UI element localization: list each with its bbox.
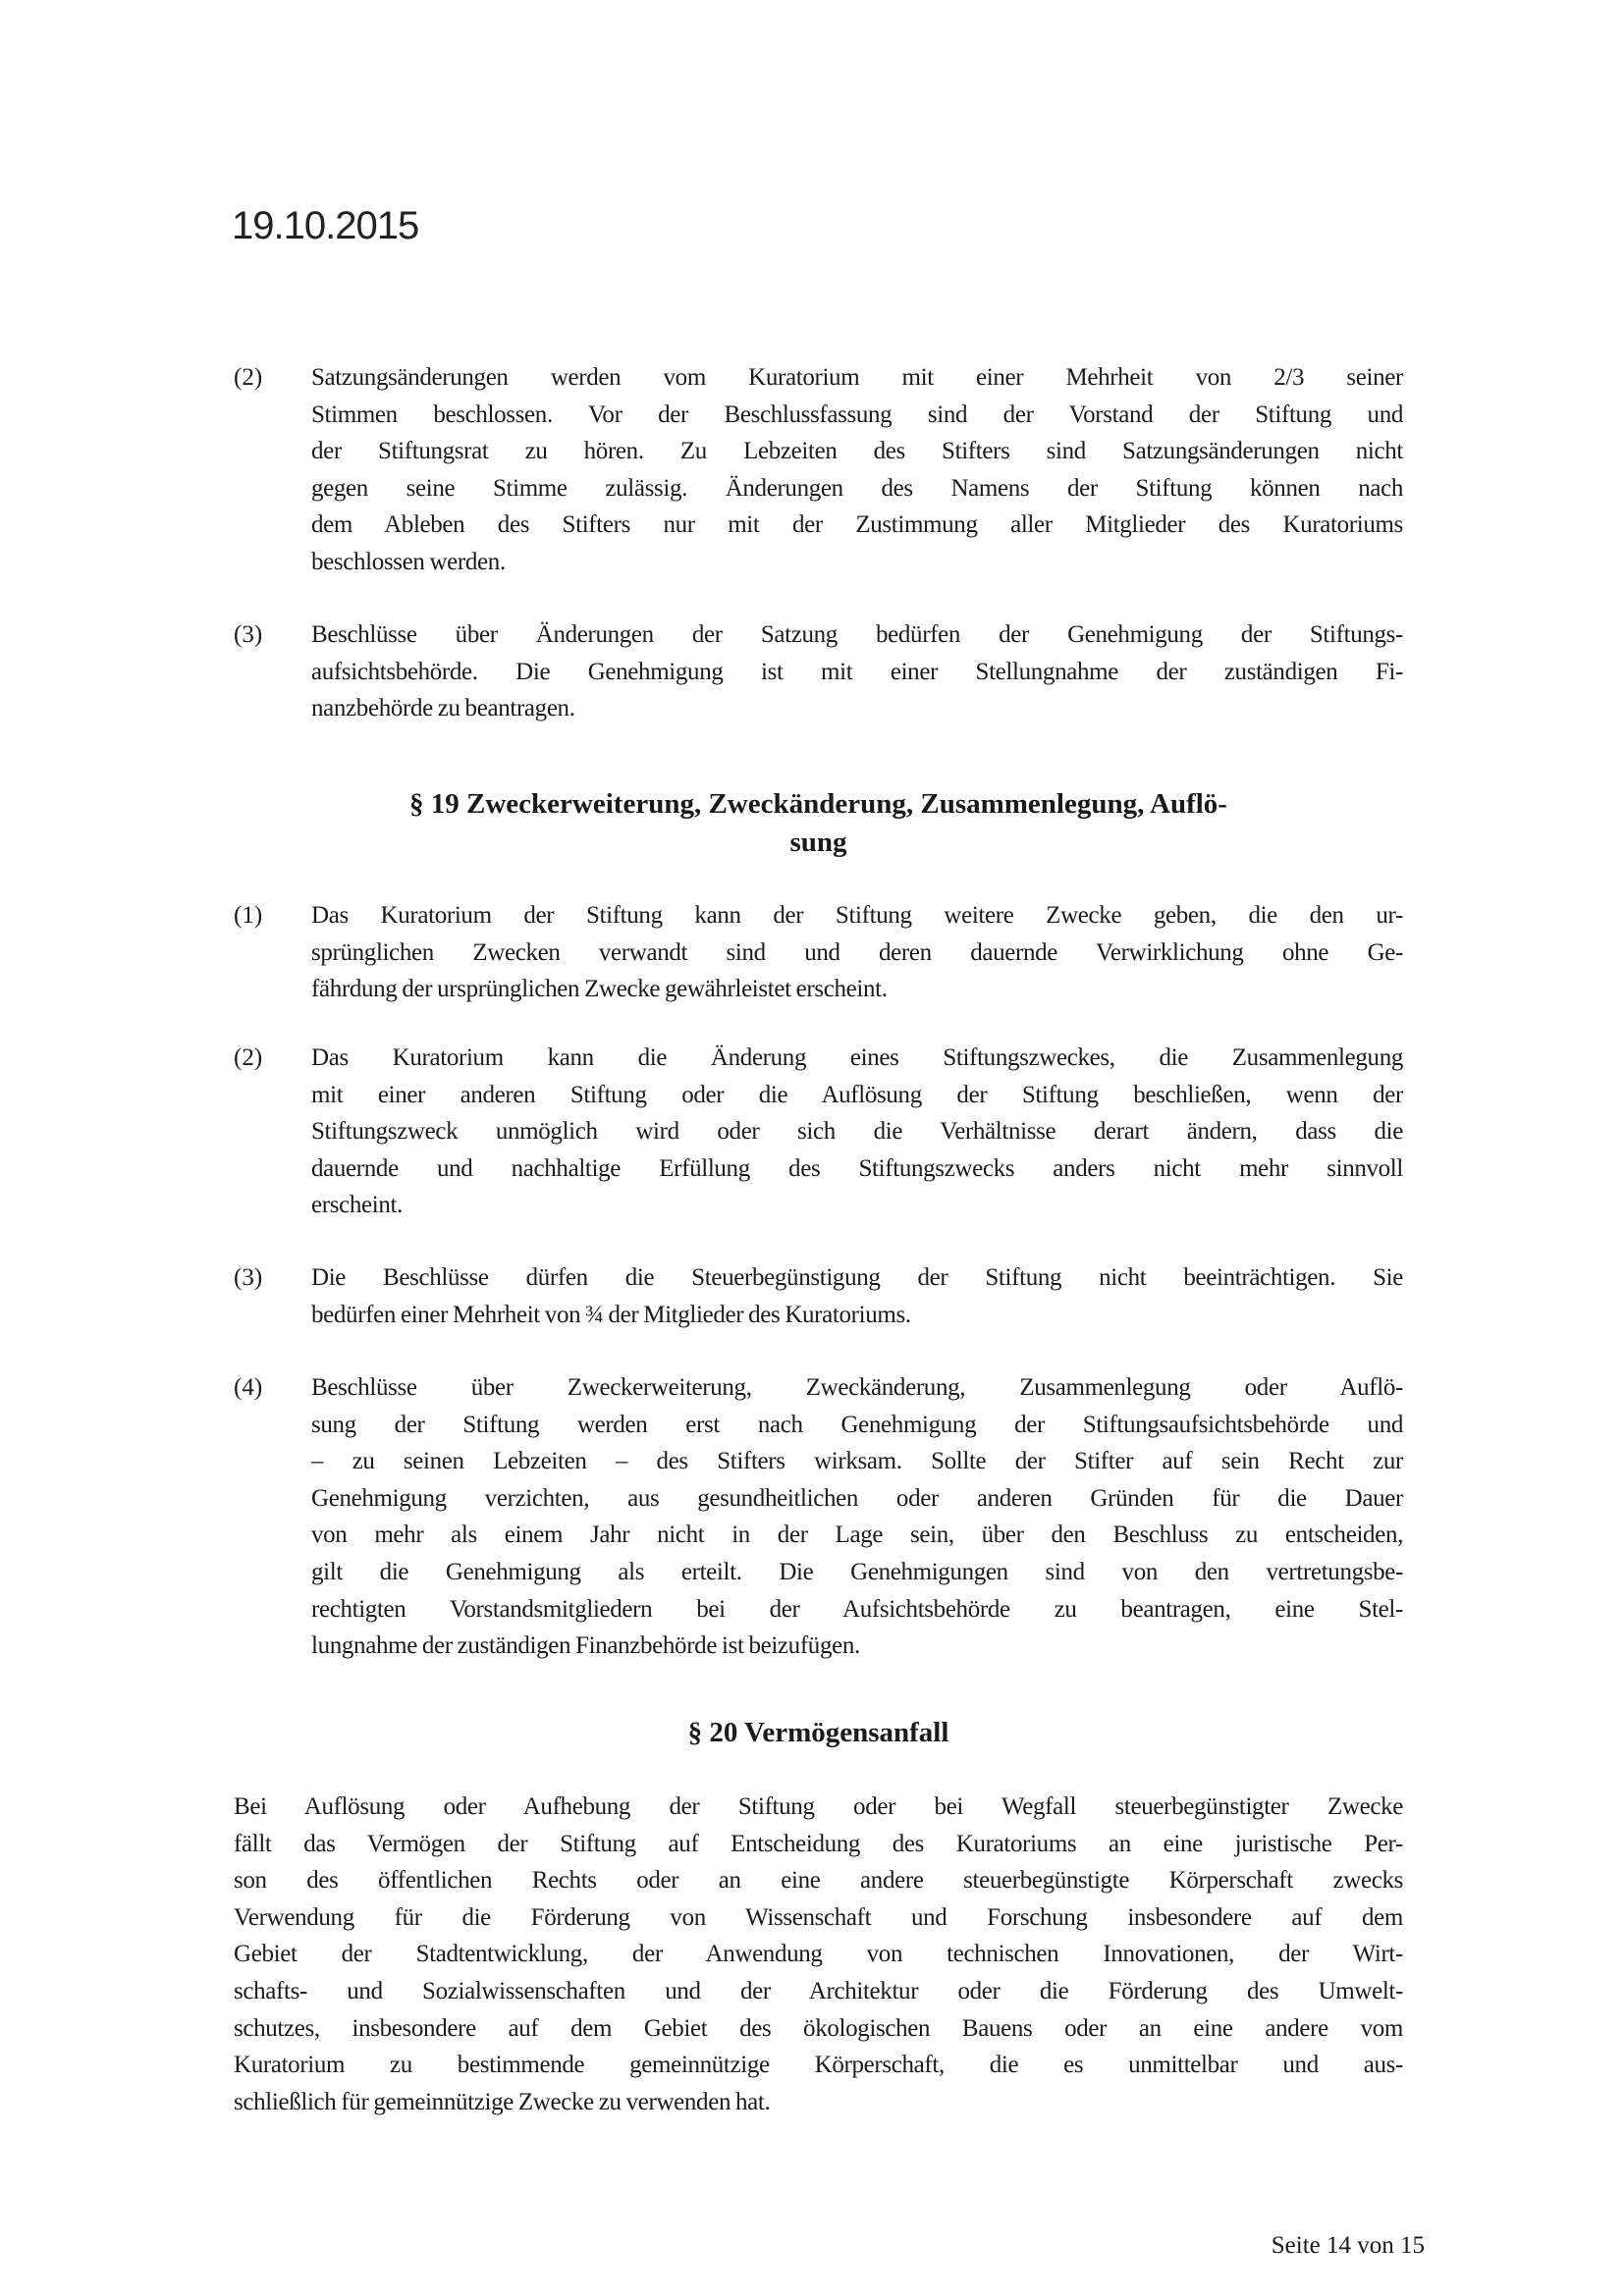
- paragraph-number: (2): [234, 364, 263, 391]
- text-line: erscheint.: [311, 1192, 403, 1219]
- paragraph-text: [311, 616, 1403, 727]
- section-20-heading: [234, 1714, 1403, 1752]
- paragraph-text: [311, 1369, 1403, 1665]
- text-line: son des öffentlichen Rechts oder an eine andere steuerbegünstigte Körperschaft zwecks: [234, 1867, 1403, 1895]
- text-line: beschlossen werden.: [311, 548, 506, 575]
- text-line: von mehr als einem Jahr nicht in der Lage sein, über den Beschluss zu entscheiden,: [311, 1522, 1403, 1549]
- text-line: Genehmigung verzichten, aus gesundheitlichen oder anderen Gründen für die Dauer: [311, 1484, 1403, 1512]
- text-line: gilt die Genehmigung als erteilt. Die Genehmigungen sind von den vertretungsbe-: [311, 1558, 1403, 1585]
- text-line: nanzbehörde zu beantragen.: [311, 695, 575, 722]
- text-line: lungnahme der zuständigen Finanzbehörde ist beizufügen.: [311, 1632, 860, 1660]
- section-19-heading-line2: sung: [789, 827, 847, 858]
- section-19-heading: [234, 785, 1403, 862]
- text-line: rechtigten Vorstandsmitgliedern bei der Aufsichtsbehörde zu beantragen, eine Stel-: [311, 1595, 1403, 1623]
- paragraph-text: [311, 897, 1403, 1008]
- text-line: Stiftungszweck unmöglich wird oder sich die Verhältnisse derart ändern, dass die: [311, 1118, 1403, 1146]
- paragraph-19-3: [234, 1259, 1403, 1333]
- section-20-heading-line1: § 20 Vermögensanfall: [687, 1717, 949, 1748]
- text-line: Satzungsänderungen werden vom Kuratorium mit einer Mehrheit von 2/3 seiner: [311, 364, 1403, 391]
- paragraph-19-4: [234, 1369, 1403, 1665]
- text-line: Bei Auflösung oder Aufhebung der Stiftung oder bei Wegfall steuerbegünstigter Zwecke: [234, 1793, 1403, 1820]
- paragraph-text: [234, 1789, 1403, 2120]
- text-line: der Stiftungsrat zu hören. Zu Lebzeiten des Stifters sind Satzungsänderungen nicht: [311, 438, 1403, 465]
- text-line: schließlich für gemeinnützige Zwecke zu verwenden hat.: [234, 2088, 771, 2115]
- text-line: Das Kuratorium kann die Änderung eines Stiftungszweckes, die Zusammenlegung: [311, 1044, 1403, 1071]
- document-date: 19.10.2015: [232, 204, 419, 247]
- paragraph-18-2: [234, 359, 1403, 581]
- text-line: aufsichtsbehörde. Die Genehmigung ist mit einer Stellungnahme der zuständigen Fi-: [311, 658, 1403, 685]
- paragraph-19-2: [234, 1040, 1403, 1224]
- text-line: Beschlüsse über Änderungen der Satzung bedürfen der Genehmigung der Stiftungs-: [311, 621, 1403, 648]
- text-line: dem Ableben des Stifters nur mit der Zustimmung aller Mitglieder des Kuratoriums: [311, 511, 1403, 539]
- paragraph-text: [311, 1259, 1403, 1333]
- page-number: Seite 14 von 15: [1271, 2232, 1425, 2259]
- paragraph-text: [311, 359, 1403, 581]
- text-line: Stimmen beschlossen. Vor der Beschlussfassung sind der Vorstand der Stiftung und: [311, 400, 1403, 428]
- paragraph-18-3: [234, 616, 1403, 727]
- section-19-heading-line1: § 19 Zweckerweiterung, Zweckänderung, Zusammenlegung, Auflö-: [409, 788, 1227, 820]
- paragraph-number: (3): [234, 1264, 263, 1291]
- paragraph-number: (2): [234, 1044, 263, 1071]
- text-line: mit einer anderen Stiftung oder die Auflösung der Stiftung beschließen, wenn der: [311, 1081, 1403, 1108]
- text-line: Verwendung für die Förderung von Wissenschaft und Forschung insbesondere auf dem: [234, 1903, 1403, 1931]
- text-line: sung der Stiftung werden erst nach Genehmigung der Stiftungsaufsichtsbehörde und: [311, 1411, 1403, 1438]
- text-line: sprünglichen Zwecken verwandt sind und deren dauernde Verwirklichung ohne Ge-: [311, 938, 1403, 966]
- paragraph-number: (1): [234, 902, 263, 929]
- text-line: dauernde und nachhaltige Erfüllung des Stiftungszwecks anders nicht mehr sinnvoll: [311, 1154, 1403, 1182]
- paragraph-number: (3): [234, 621, 263, 648]
- text-line: Das Kuratorium der Stiftung kann der Stiftung weitere Zwecke geben, die den ur-: [311, 902, 1403, 929]
- paragraph-20: [234, 1789, 1403, 2120]
- text-line: schafts- und Sozialwissenschaften und der Architektur oder die Förderung des Umwelt-: [234, 1977, 1403, 2004]
- text-line: – zu seinen Lebzeiten – des Stifters wirksam. Sollte der Stifter auf sein Recht zur: [311, 1448, 1403, 1475]
- text-line: fällt das Vermögen der Stiftung auf Entscheidung des Kuratoriums an eine juristische Per-: [234, 1830, 1403, 1857]
- text-line: gegen seine Stimme zulässig. Änderungen des Namens der Stiftung können nach: [311, 474, 1403, 502]
- paragraph-19-1: [234, 897, 1403, 1008]
- paragraph-text: [311, 1040, 1403, 1224]
- text-line: bedürfen einer Mehrheit von ¾ der Mitglieder des Kuratoriums.: [311, 1301, 911, 1328]
- paragraph-number: (4): [234, 1374, 263, 1401]
- text-line: Beschlüsse über Zweckerweiterung, Zweckänderung, Zusammenlegung oder Auflö-: [311, 1374, 1403, 1401]
- text-line: Kuratorium zu bestimmende gemeinnützige Körperschaft, die es unmittelbar und aus-: [234, 2052, 1403, 2079]
- text-line: Die Beschlüsse dürfen die Steuerbegünstigung der Stiftung nicht beeinträchtigen. Sie: [311, 1264, 1403, 1291]
- text-line: schutzes, insbesondere auf dem Gebiet des ökologischen Bauens oder an eine andere vom: [234, 2014, 1403, 2042]
- text-line: fährdung der ursprünglichen Zwecke gewährleistet erscheint.: [311, 976, 888, 1003]
- text-line: Gebiet der Stadtentwicklung, der Anwendung von technischen Innovationen, der Wirt-: [234, 1941, 1403, 1968]
